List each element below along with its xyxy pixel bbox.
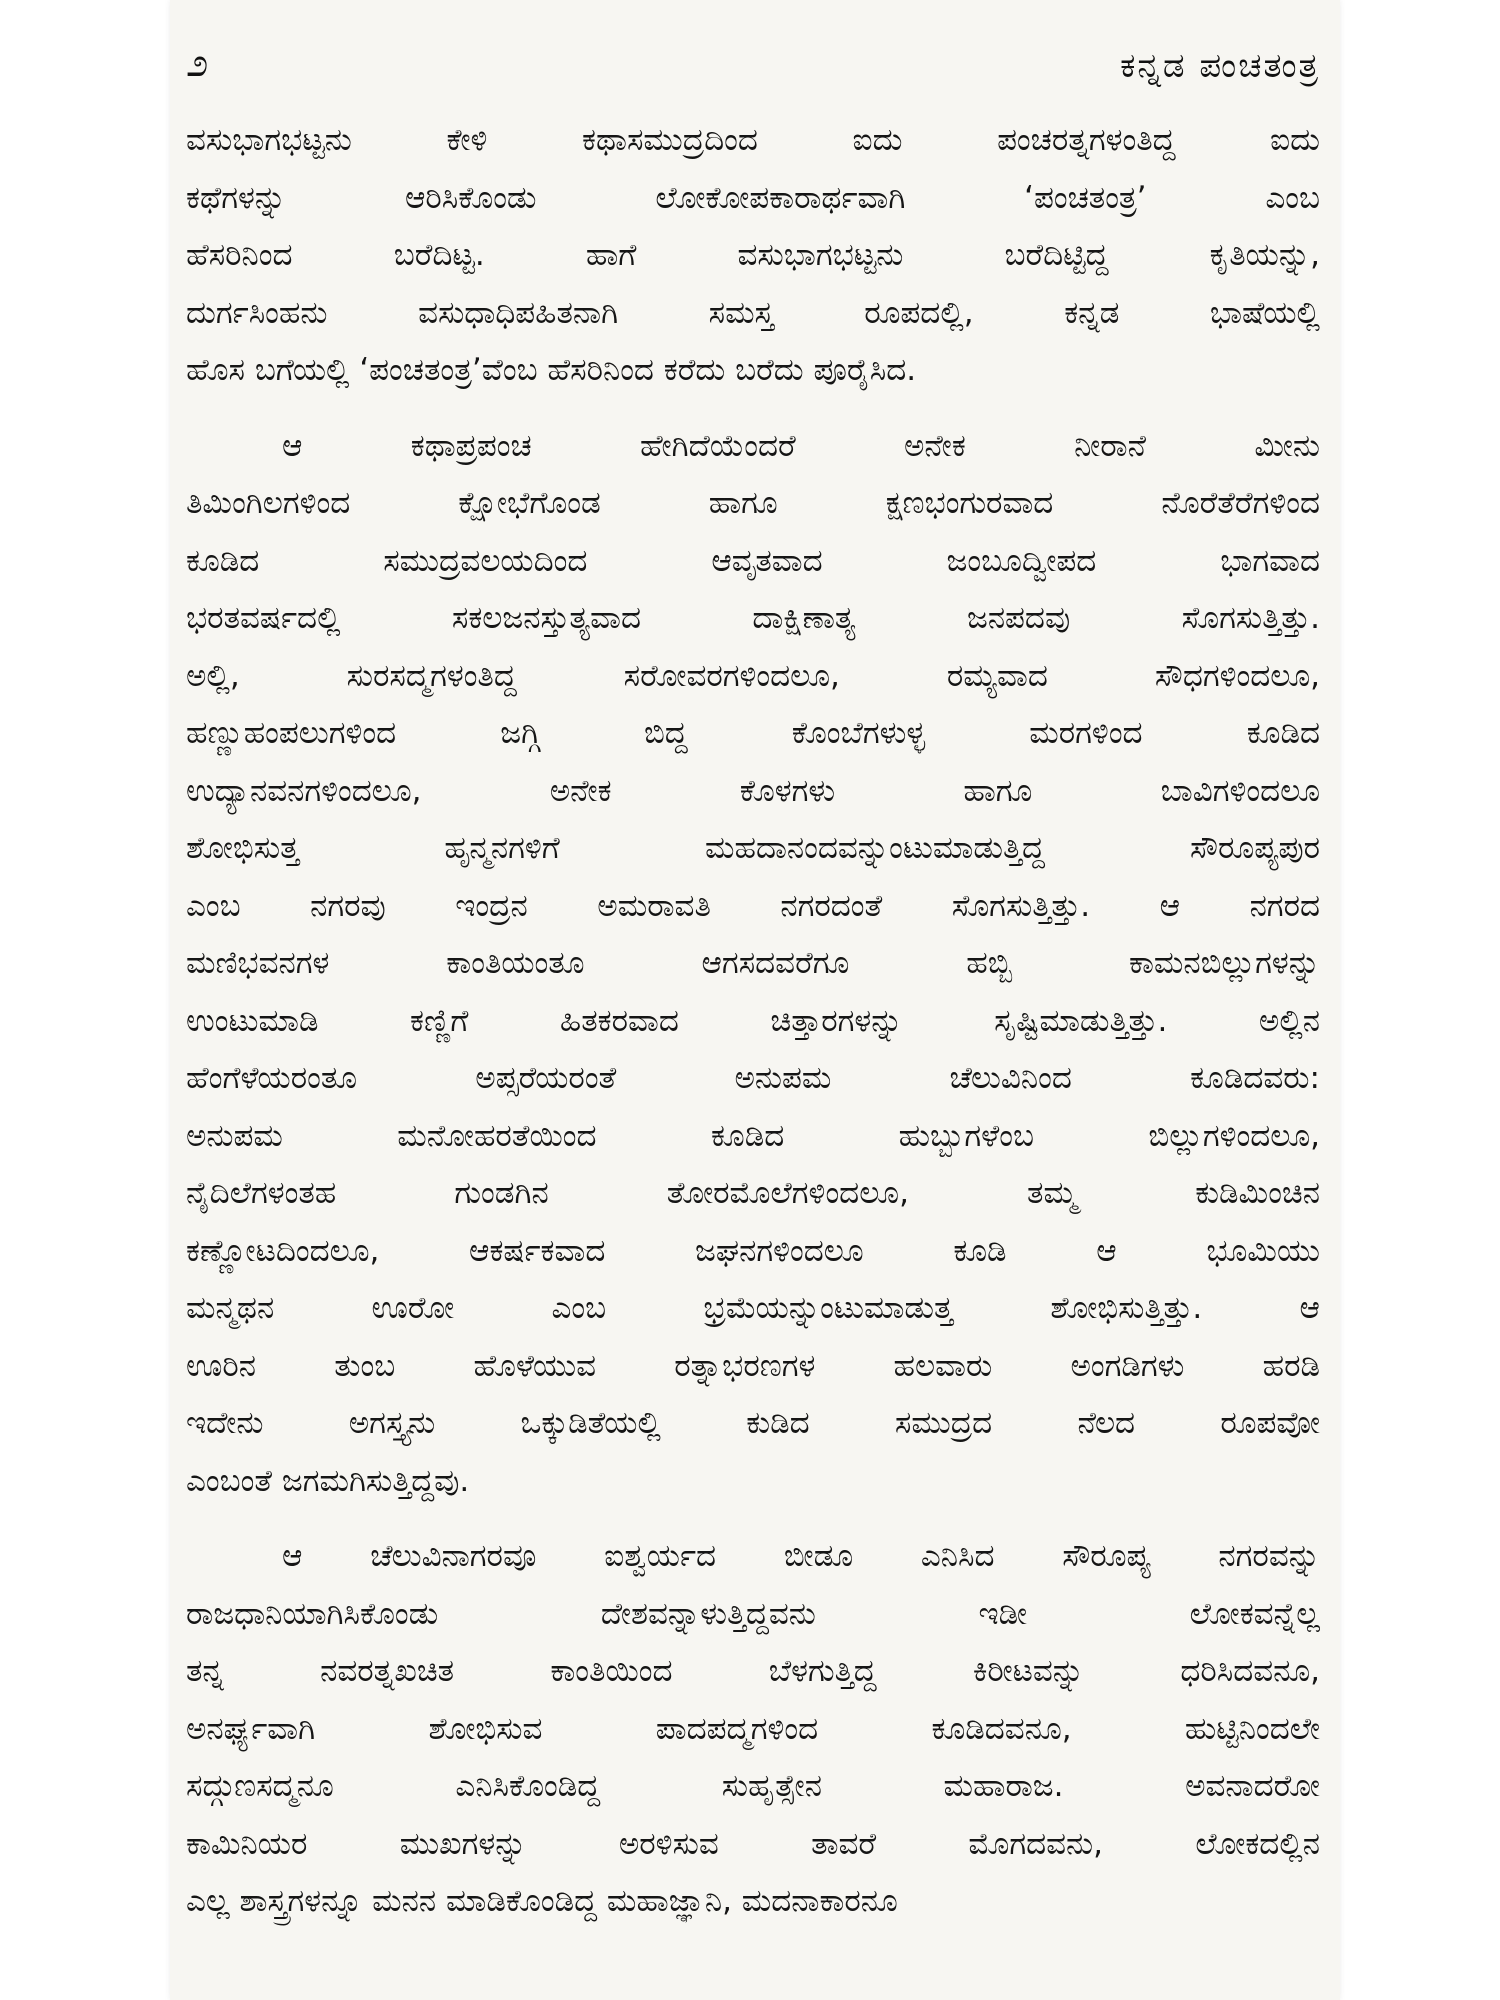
text-line: ಆ ಚೆಲುವಿನಾಗರವೂ ಐಶ್ವರ್ಯದ ಬೀಡೂ ಎನಿಸಿದ ಸೌರೂಪ್ಯ ನಗರವನ್ನು [282, 1538, 1320, 1574]
page-header [186, 26, 1320, 86]
text-line: ವಸುಭಾಗಭಟ್ಟನು ಕೇಳಿ ಕಥಾಸಮುದ್ರದಿಂದ ಐದು ಪಂಚರತ್ನಗಳಂತಿದ್ದ ಐದು [186, 122, 1320, 158]
text-line: ಆ ಕಥಾಪ್ರಪಂಚ ಹೇಗಿದೆಯೆಂದರೆ ಅನೇಕ ನೀರಾನೆ ಮೀನು [282, 427, 1320, 464]
text-line: ಉಂಟುಮಾಡಿ ಕಣ್ಣಿಗೆ ಹಿತಕರವಾದ ಚಿತ್ತಾರಗಳನ್ನು ಸೃಷ್ಟಿಮಾಡುತ್ತಿತ್ತು. ಅಲ್ಲಿನ [186, 1002, 1320, 1039]
paragraph [186, 418, 1320, 1511]
paragraph [186, 112, 1320, 400]
text-line: ತನ್ನ ನವರತ್ನಖಚಿತ ಕಾಂತಿಯಿಂದ ಬೆಳಗುತ್ತಿದ್ದ ಕಿರೀಟವನ್ನು ಧರಿಸಿದವನೂ, [186, 1653, 1320, 1689]
text-line: ರಾಜಧಾನಿಯಾಗಿಸಿಕೊಂಡು ದೇಶವನ್ನಾಳುತ್ತಿದ್ದವನು ಇಡೀ ಲೋಕವನ್ನೆಲ್ಲ [186, 1595, 1320, 1632]
text-line: ಮನ್ಮಥನ ಊರೋ ಎಂಬ ಭ್ರಮೆಯನ್ನುಂಟುಮಾಡುತ್ತ ಶೋಭಿಸುತ್ತಿತ್ತು. ಆ [186, 1290, 1320, 1326]
text-line: ಎಂಬಂತೆ ಜಗಮಗಿಸುತ್ತಿದ್ದವು. [186, 1462, 470, 1499]
text-line: ಕಥೆಗಳನ್ನು ಆರಿಸಿಕೊಂಡು ಲೋಕೋಪಕಾರಾರ್ಥವಾಗಿ ‘ಪಂಚತಂತ್ರ’ ಎಂಬ [186, 179, 1320, 216]
text-line: ಕಾಮಿನಿಯರ ಮುಖಗಳನ್ನು ಅರಳಿಸುವ ತಾವರೆ ಮೊಗದವನು, ಲೋಕದಲ್ಲಿನ [186, 1825, 1320, 1862]
running-title: ಕನ್ನಡ ಪಂಚತಂತ್ರ [1120, 46, 1320, 86]
text-line: ಭರತವರ್ಷದಲ್ಲಿ ಸಕಲಜನಸ್ತುತ್ಯವಾದ ದಾಕ್ಷಿಣಾತ್ಯ ಜನಪದವು ಸೊಗಸುತ್ತಿತ್ತು. [186, 600, 1320, 636]
text-line: ಹಣ್ಣುಹಂಪಲುಗಳಿಂದ ಜಗ್ಗಿ ಬಿದ್ದ ಕೊಂಬೆಗಳುಳ್ಳ ಮರಗಳಿಂದ ಕೂಡಿದ [186, 715, 1320, 751]
body-text [186, 112, 1320, 1949]
text-line: ಹೆಂಗೆಳೆಯರಂತೂ ಅಪ್ಸರೆಯರಂತೆ ಅನುಪಮ ಚೆಲುವಿನಿಂದ ಕೂಡಿದವರು: [186, 1060, 1320, 1096]
text-line: ಊರಿನ ತುಂಬ ಹೊಳೆಯುವ ರತ್ನಾಭರಣಗಳ ಹಲವಾರು ಅಂಗಡಿಗಳು ಹರಡಿ [186, 1347, 1320, 1384]
text-line: ಅನರ್ಘ್ಯವಾಗಿ ಶೋಭಿಸುವ ಪಾದಪದ್ಮಗಳಿಂದ ಕೂಡಿದವನೂ, ಹುಟ್ಟಿನಿಂದಲೇ [186, 1710, 1320, 1747]
text-line: ಕಣ್ಣೋಟದಿಂದಲೂ, ಆಕರ್ಷಕವಾದ ಜಘನಗಳಿಂದಲೂ ಕೂಡಿ ಆ ಭೂಮಿಯು [186, 1232, 1320, 1269]
text-line: ಸದ್ಗುಣಸದ್ಮನೂ ಎನಿಸಿಕೊಂಡಿದ್ದ ಸುಹೃತ್ಸೇನ ಮಹಾರಾಜ. ಅವನಾದರೋ [186, 1768, 1320, 1804]
text-line: ಉದ್ಯಾನವನಗಳಿಂದಲೂ, ಅನೇಕ ಕೊಳಗಳು ಹಾಗೂ ಬಾವಿಗಳಿಂದಲೂ [186, 772, 1320, 809]
text-line: ಶೋಭಿಸುತ್ತ ಹೃನ್ಮನಗಳಿಗೆ ಮಹದಾನಂದವನ್ನುಂಟುಮಾಡುತ್ತಿದ್ದ ಸೌರೂಪ್ಯಪುರ [186, 830, 1320, 866]
text-line: ಎಲ್ಲ ಶಾಸ್ತ್ರಗಳನ್ನೂ ಮನನ ಮಾಡಿಕೊಂಡಿದ್ದ ಮಹಾಜ್ಞಾನಿ, ಮದನಾಕಾರನೂ [186, 1883, 898, 1919]
text-line: ಕೂಡಿದ ಸಮುದ್ರವಲಯದಿಂದ ಆವೃತವಾದ ಜಂಬೂದ್ವೀಪದ ಭಾಗವಾದ [186, 542, 1320, 579]
text-line: ಹೊಸ ಬಗೆಯಲ್ಲಿ ‘ಪಂಚತಂತ್ರ’ವೆಂಬ ಹೆಸರಿನಿಂದ ಕರೆದು ಬರೆದು ಪೂರೈಸಿದ. [186, 352, 917, 388]
text-line: ಎಂಬ ನಗರವು ಇಂದ್ರನ ಅಮರಾವತಿ ನಗರದಂತೆ ಸೊಗಸುತ್ತಿತ್ತು. ಆ ನಗರದ [186, 887, 1320, 924]
text-line: ನೈದಿಲೆಗಳಂತಹ ಗುಂಡಗಿನ ತೋರಮೊಲೆಗಳಿಂದಲೂ, ತಮ್ಮ ಕುಡಿಮಿಂಚಿನ [186, 1175, 1320, 1211]
text-line: ಇದೇನು ಅಗಸ್ತ್ಯನು ಒಕ್ಕುಡಿತೆಯಲ್ಲಿ ಕುಡಿದ ಸಮುದ್ರದ ನೆಲದ ರೂಪವೋ [186, 1405, 1320, 1441]
text-line: ಮಣಿಭವನಗಳ ಕಾಂತಿಯಂತೂ ಆಗಸದವರೆಗೂ ಹಬ್ಬಿ ಕಾಮನಬಿಲ್ಲುಗಳನ್ನು [186, 945, 1320, 981]
text-line: ದುರ್ಗಸಿಂಹನು ವಸುಧಾಧಿಪಹಿತನಾಗಿ ಸಮಸ್ತ ರೂಪದಲ್ಲಿ, ಕನ್ನಡ ಭಾಷೆಯಲ್ಲಿ [186, 294, 1320, 331]
book-page [170, 0, 1340, 2000]
text-line: ಅಲ್ಲಿ, ಸುರಸದ್ಮಗಳಂತಿದ್ದ ಸರೋವರಗಳಿಂದಲೂ, ರಮ್ಯವಾದ ಸೌಧಗಳಿಂದಲೂ, [186, 657, 1320, 694]
text-line: ತಿಮಿಂಗಿಲಗಳಿಂದ ಕ್ಷೋಭೆಗೊಂಡ ಹಾಗೂ ಕ್ಷಣಭಂಗುರವಾದ ನೊರೆತೆರೆಗಳಿಂದ [186, 485, 1320, 521]
text-line: ಹೆಸರಿನಿಂದ ಬರೆದಿಟ್ಟ. ಹಾಗೆ ವಸುಭಾಗಭಟ್ಟನು ಬರೆದಿಟ್ಟಿದ್ದ ಕೃತಿಯನ್ನು, [186, 237, 1320, 273]
text-line: ಅನುಪಮ ಮನೋಹರತೆಯಿಂದ ಕೂಡಿದ ಹುಬ್ಬುಗಳೆಂಬ ಬಿಲ್ಲುಗಳಿಂದಲೂ, [186, 1117, 1320, 1154]
page-number: ೨ [186, 40, 210, 86]
paragraph [186, 1528, 1320, 1931]
